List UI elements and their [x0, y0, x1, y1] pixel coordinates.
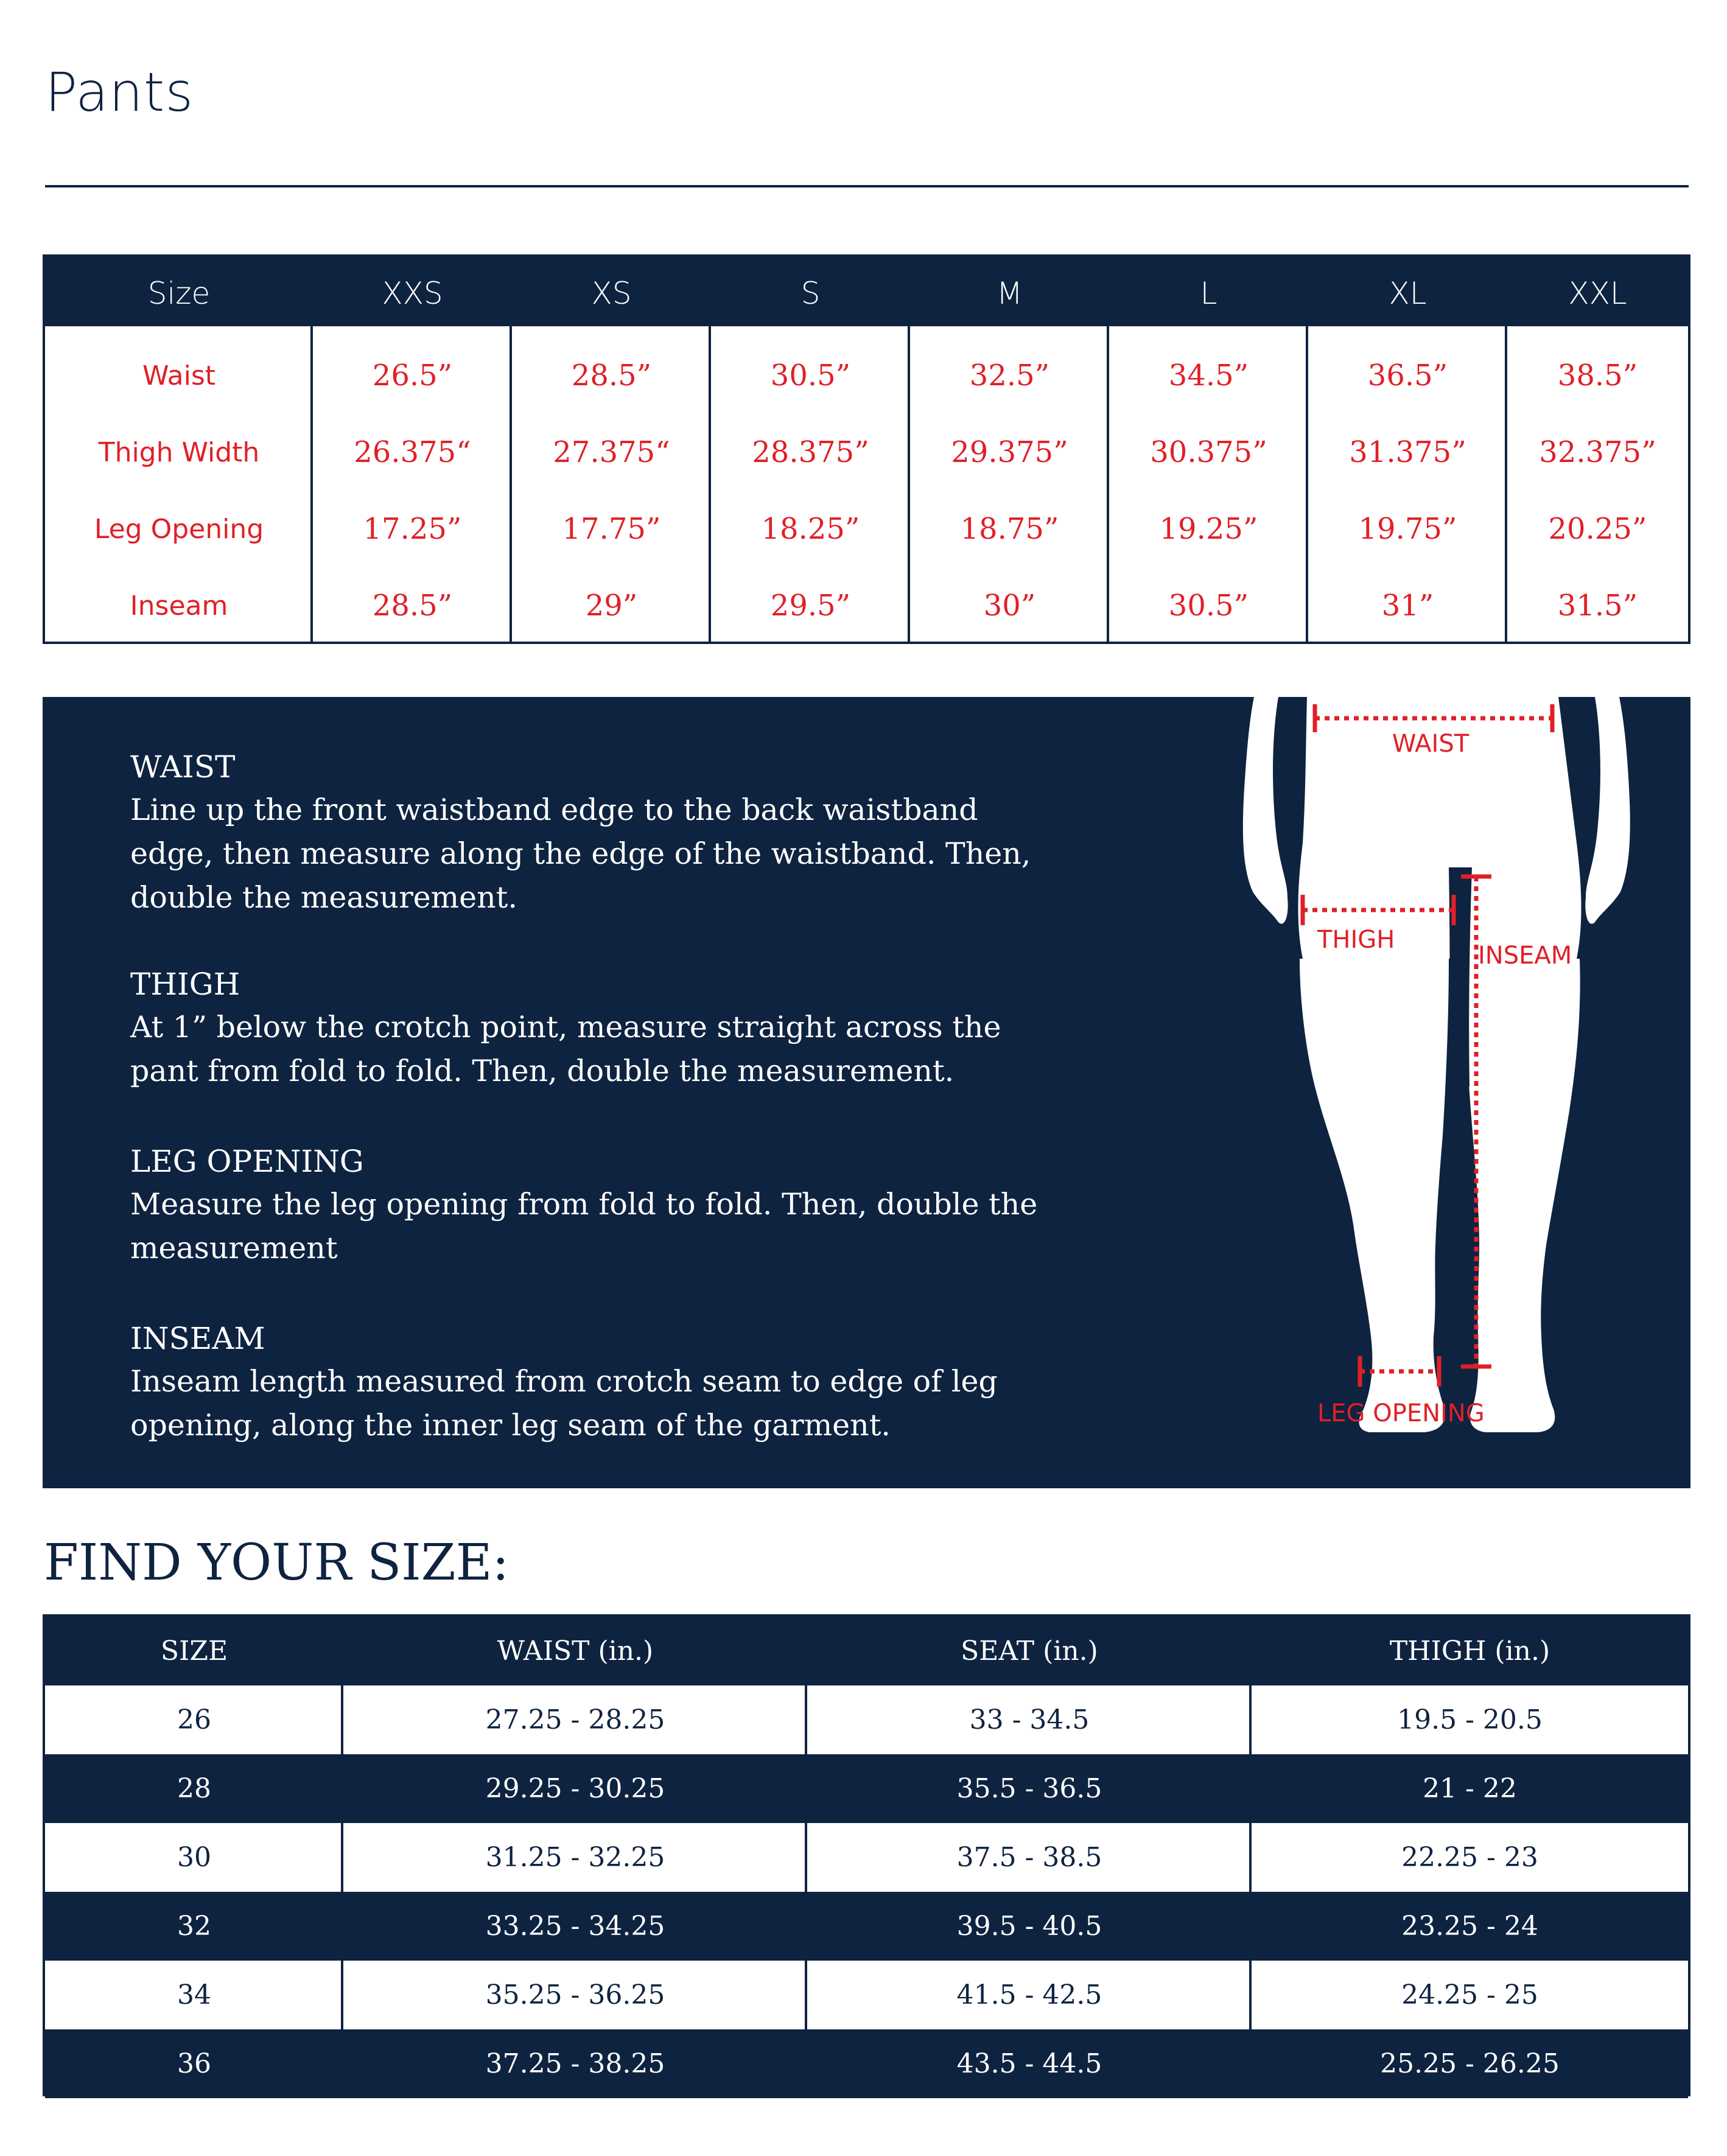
body-silhouette-icon — [1243, 697, 1630, 1432]
size-row-label: Leg Opening — [94, 514, 264, 545]
table-cell: 33.25 - 34.25 — [485, 1911, 665, 1942]
table-cell: 27.25 - 28.25 — [485, 1704, 665, 1735]
size-cell: 30.375” — [1150, 435, 1267, 469]
size-cell: 18.75” — [960, 512, 1059, 546]
size-col-xxs: XXS — [382, 276, 443, 311]
figure-waist-label: WAIST — [1392, 730, 1470, 758]
table-cell: 25.25 - 26.25 — [1380, 2048, 1560, 2079]
size-cell: 19.75” — [1358, 512, 1457, 546]
inseam-line: opening, along the inner leg seam of the garment. — [130, 1408, 891, 1443]
size-cell: 20.25” — [1548, 512, 1647, 546]
size-cell: 28.5” — [372, 589, 453, 623]
waist-line: double the measurement. — [130, 880, 517, 915]
table-cell: 19.5 - 20.5 — [1397, 1704, 1543, 1735]
table-row — [45, 1685, 1688, 1754]
size-cell: 19.25” — [1159, 512, 1258, 546]
find-your-size-table — [43, 1614, 1690, 2096]
size-row-label: Thigh Width — [98, 437, 260, 468]
column-divider — [341, 1685, 343, 1754]
figure-inseam-label: INSEAM — [1478, 942, 1572, 970]
size-cell: 31.375” — [1349, 435, 1466, 469]
column-divider — [341, 1961, 343, 2029]
table-cell: 29.25 - 30.25 — [485, 1773, 665, 1804]
inseam-text — [130, 1360, 1043, 1447]
size-cell: 26.5” — [372, 359, 453, 393]
size-table-header — [45, 257, 1688, 326]
table-row — [45, 2029, 1688, 2098]
table-cell: 24.25 - 25 — [1401, 1979, 1538, 2011]
size-cell: 17.25” — [363, 512, 462, 546]
waist-heading: WAIST — [130, 749, 236, 785]
table-cell: 35.25 - 36.25 — [485, 1979, 665, 2011]
size-row-label: Waist — [142, 360, 216, 391]
size-cell: 30” — [983, 589, 1036, 623]
leg-opening-text — [130, 1183, 1043, 1270]
col-seat-header: SEAT (in.) — [961, 1636, 1098, 1667]
table-cell: 36 — [177, 2048, 211, 2079]
table-cell: 23.25 - 24 — [1401, 1911, 1538, 1942]
leg-opening-line: measurement — [130, 1231, 338, 1265]
column-divider — [805, 1961, 807, 2029]
size-cell: 30.5” — [770, 359, 851, 393]
table-cell: 22.25 - 23 — [1401, 1842, 1538, 1873]
thigh-heading: THIGH — [130, 967, 240, 1002]
size-cell: 27.375“ — [553, 435, 670, 469]
table-cell: 28 — [177, 1773, 211, 1804]
size-cell: 29.5” — [770, 589, 851, 623]
waist-instructions — [130, 746, 1043, 920]
table-cell: 34 — [177, 1979, 211, 2011]
col-size-header: SIZE — [160, 1636, 228, 1667]
size-cell: 36.5” — [1367, 359, 1448, 393]
size-col-s: S — [800, 276, 821, 311]
thigh-text — [130, 1006, 1043, 1093]
thigh-line: pant from fold to fold. Then, double the measurement. — [130, 1054, 955, 1088]
size-col-l: L — [1200, 276, 1217, 311]
size-cell: 28.5” — [571, 359, 652, 393]
table-cell: 37.5 - 38.5 — [956, 1842, 1102, 1873]
size-table — [43, 254, 1690, 644]
measure-guide-panel — [43, 697, 1690, 1488]
size-cell: 31.5” — [1557, 589, 1638, 623]
size-cell: 32.5” — [969, 359, 1050, 393]
thigh-instructions — [130, 963, 1043, 1093]
col-waist-header: WAIST (in.) — [497, 1636, 654, 1667]
column-divider — [341, 1823, 343, 1892]
size-col-xxl: XXL — [1568, 276, 1627, 311]
column-divider — [805, 1685, 807, 1754]
table-cell: 37.25 - 38.25 — [485, 2048, 665, 2079]
waist-line: edge, then measure along the edge of the waistband. Then, — [130, 836, 1031, 871]
table-row — [45, 1823, 1688, 1892]
leg-opening-heading: LEG OPENING — [130, 1144, 364, 1179]
page-title: Pants — [45, 61, 194, 124]
inseam-heading: INSEAM — [130, 1321, 265, 1356]
table-cell: 41.5 - 42.5 — [956, 1979, 1102, 2011]
table-cell: 32 — [177, 1911, 211, 1942]
body-measurement-figure — [1181, 697, 1690, 1488]
size-cell: 34.5” — [1168, 359, 1249, 393]
table-cell: 31.25 - 32.25 — [485, 1842, 665, 1873]
leg-opening-line: Measure the leg opening from fold to fold. Then, double the — [130, 1187, 1038, 1222]
size-cell: 17.75” — [562, 512, 661, 546]
size-col-xs: XS — [591, 276, 632, 311]
table-row — [45, 1754, 1688, 1823]
table-row — [45, 1961, 1688, 2029]
table-row — [45, 1892, 1688, 1961]
inseam-instructions — [130, 1317, 1043, 1447]
size-cell: 18.25” — [761, 512, 860, 546]
size-cell: 26.375“ — [354, 435, 471, 469]
title-divider — [45, 185, 1689, 187]
size-cell: 38.5” — [1557, 359, 1638, 393]
table-cell: 21 - 22 — [1423, 1773, 1517, 1804]
table-cell: 43.5 - 44.5 — [956, 2048, 1102, 2079]
size-cell: 31” — [1381, 589, 1434, 623]
table-cell: 35.5 - 36.5 — [956, 1773, 1102, 1804]
size-cell: 29.375” — [951, 435, 1068, 469]
find-size-header-row — [45, 1617, 1688, 1685]
column-divider — [1249, 1961, 1252, 2029]
table-cell: 26 — [177, 1704, 211, 1735]
leg-opening-instructions — [130, 1140, 1043, 1270]
col-thigh-header: THIGH (in.) — [1389, 1636, 1550, 1667]
thigh-line: At 1” below the crotch point, measure straight across the — [130, 1010, 1001, 1045]
waist-text — [130, 788, 1043, 920]
column-divider — [1249, 1823, 1252, 1892]
size-cell: 32.375” — [1539, 435, 1656, 469]
figure-thigh-label: THIGH — [1317, 926, 1395, 954]
size-cell: 30.5” — [1168, 589, 1249, 623]
size-row-label: Inseam — [130, 590, 228, 621]
size-cell: 28.375” — [752, 435, 869, 469]
size-header-label: Size — [147, 276, 211, 311]
size-col-m: M — [996, 276, 1023, 311]
table-cell: 30 — [177, 1842, 211, 1873]
inseam-line: Inseam length measured from crotch seam to edge of leg — [130, 1364, 998, 1399]
find-your-size-title: FIND YOUR SIZE: — [44, 1534, 510, 1592]
size-cell: 29” — [585, 589, 638, 623]
table-cell: 39.5 - 40.5 — [956, 1911, 1102, 1942]
column-divider — [1249, 1685, 1252, 1754]
size-col-xl: XL — [1389, 276, 1427, 311]
waist-line: Line up the front waistband edge to the back waistband — [130, 793, 978, 827]
table-cell: 33 - 34.5 — [969, 1704, 1090, 1735]
column-divider — [805, 1823, 807, 1892]
figure-leg-opening-label: LEG OPENING — [1317, 1399, 1485, 1427]
